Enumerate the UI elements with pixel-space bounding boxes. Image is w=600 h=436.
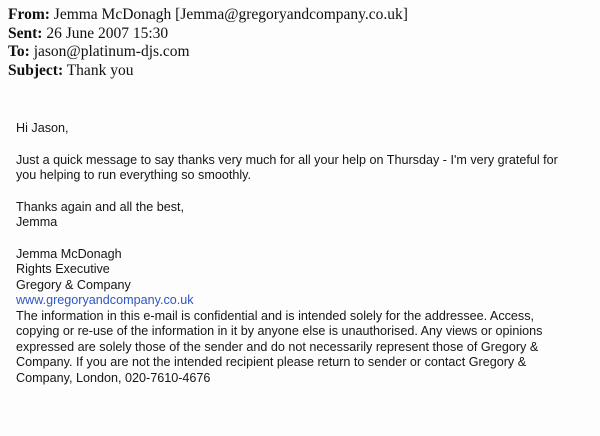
message-line: Just a quick message to say thanks very much for all your help on Thursday - I'm very grateful for xyxy=(16,152,558,167)
signature-title: Rights Executive xyxy=(16,262,110,276)
message-line: you helping to run everything so smoothly. xyxy=(16,168,251,182)
to-value: jason@platinum-djs.com xyxy=(33,43,190,60)
sent-row xyxy=(8,25,408,44)
disclaimer xyxy=(16,309,594,387)
disclaimer-line: copying or re-use of the information in it by anyone else is unauthorised. Any views or opinions xyxy=(16,324,543,338)
email-body xyxy=(16,121,594,386)
disclaimer-line: The information in this e-mail is confidential and is intended solely for the addressee. Access, xyxy=(16,308,535,323)
subject-row xyxy=(8,62,408,81)
closing xyxy=(16,200,594,231)
sent-value: 26 June 2007 15:30 xyxy=(46,24,169,42)
message-paragraph xyxy=(16,153,594,184)
disclaimer-line: Company, London, 020-7610-4676 xyxy=(16,370,211,385)
closing-line: Thanks again and all the best, xyxy=(16,199,185,214)
signature-company: Gregory & Company xyxy=(16,277,131,292)
closing-signoff: Jemma xyxy=(16,215,58,229)
signature-name: Jemma McDonagh xyxy=(16,246,122,261)
email-header xyxy=(8,6,408,80)
subject-value: Thank you xyxy=(66,61,134,79)
from-row xyxy=(8,6,408,25)
sent-label: Sent: xyxy=(8,24,43,42)
disclaimer-line: expressed are solely those of the sender and do not necessarily represent those of Gregory & xyxy=(16,339,539,354)
disclaimer-line: Company. If you are not the intended recipient please return to sender or contact Gregory & xyxy=(16,355,527,369)
greeting: Hi Jason, xyxy=(16,121,69,135)
to-label: To: xyxy=(8,43,30,60)
website-link[interactable]: www.gregoryandcompany.co.uk xyxy=(16,293,194,307)
from-value: Jemma McDonagh [Jemma@gregoryandcompany.co.uk] xyxy=(53,6,408,23)
subject-label: Subject: xyxy=(8,61,64,79)
signature-block xyxy=(16,247,594,387)
from-label: From: xyxy=(8,6,50,23)
to-row xyxy=(8,43,408,62)
